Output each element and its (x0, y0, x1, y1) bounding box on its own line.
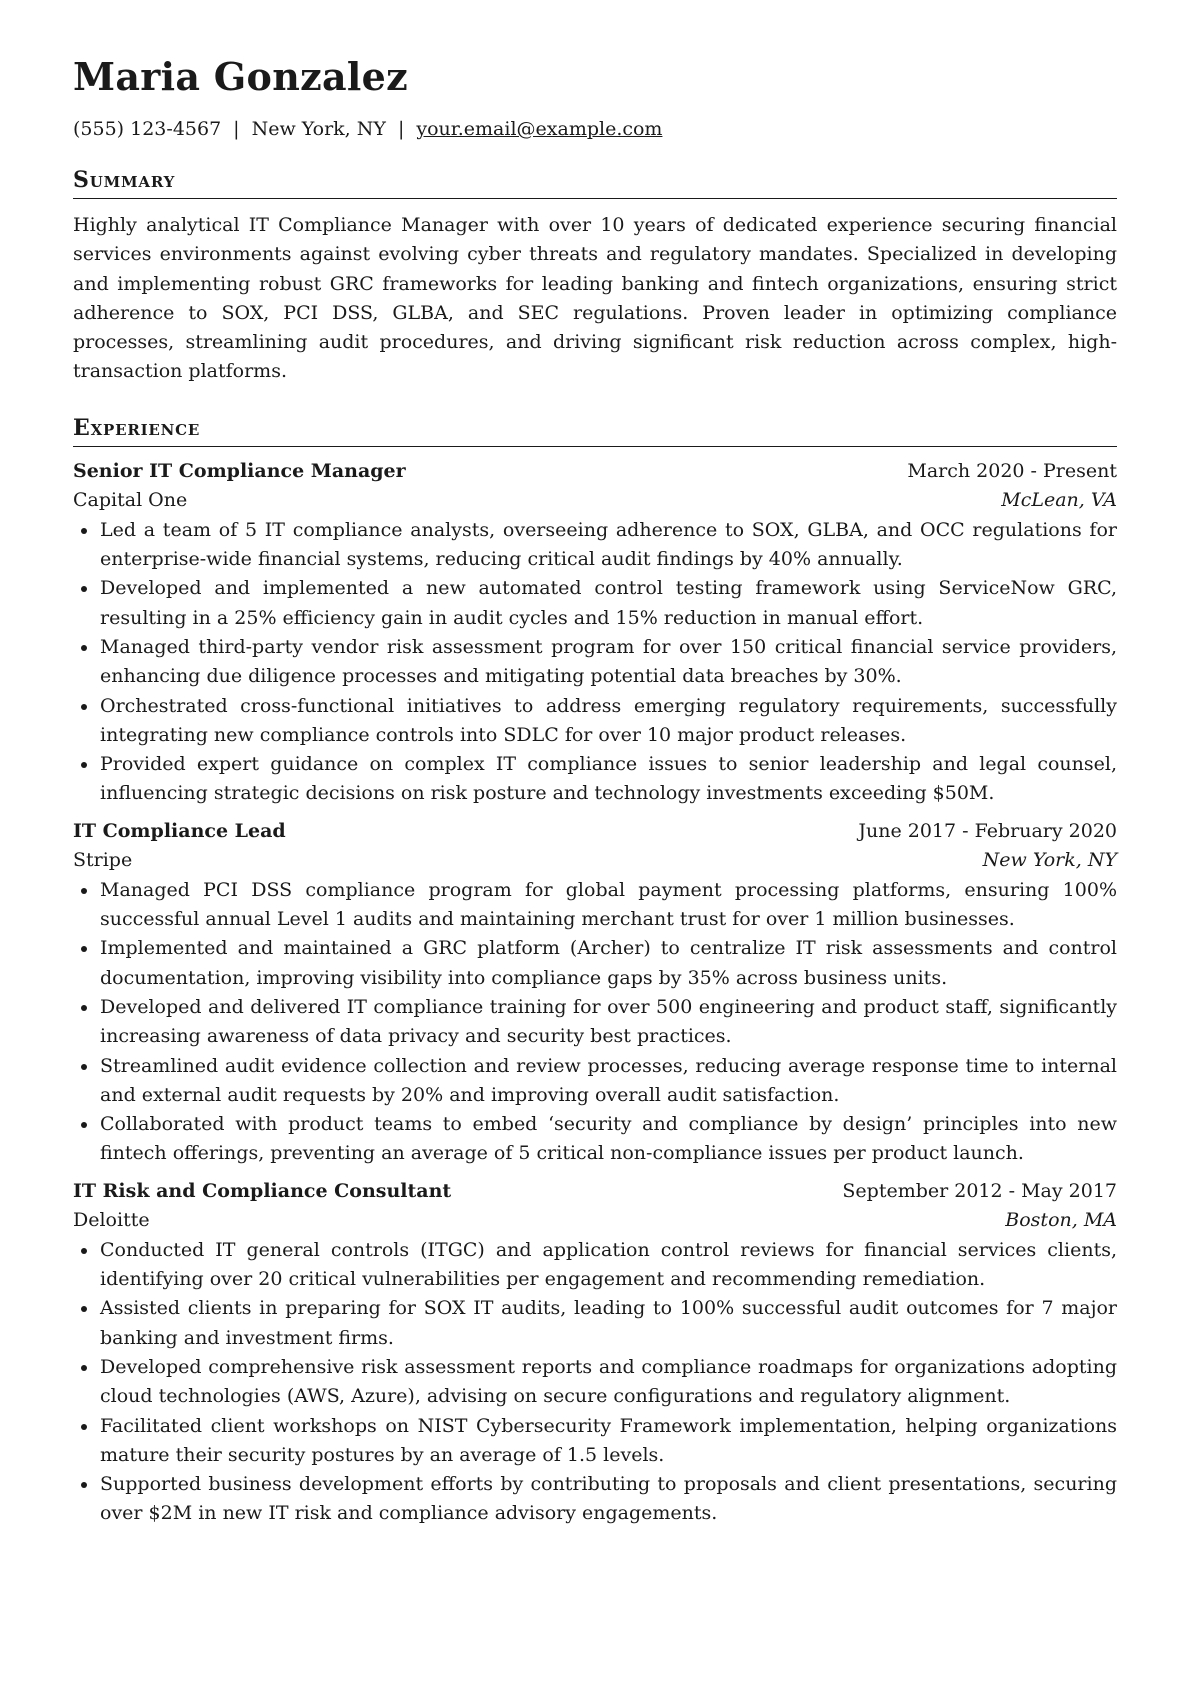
bullet-icon (81, 528, 87, 534)
location-text: New York, NY (251, 118, 386, 140)
list-item (73, 1294, 1117, 1353)
job-entry (73, 817, 1117, 1169)
bullet-text: Streamlined audit evidence collection and review processes, reducing average response time to internal and external audit requests by 20% and improving overall audit satisfaction. (100, 1054, 1117, 1106)
bullet-text: Collaborated with product teams to embed ‘security and compliance by design’ principles into new fintech offerings, preventing an average of 5 critical non-compliance issues per product launch. (100, 1113, 1117, 1165)
job-title: Senior IT Compliance Manager (73, 459, 406, 482)
experience-list (73, 457, 1117, 1529)
section-heading-experience: Experience (73, 417, 1117, 447)
bullet-icon (81, 1306, 87, 1312)
company-name: Capital One (73, 489, 188, 512)
bullet-icon (81, 1122, 87, 1128)
job-company-row (73, 1206, 1117, 1236)
list-item (73, 1353, 1117, 1412)
bullet-text: Provided expert guidance on complex IT compliance issues to senior leadership and legal counsel, influencing strategic decisions on risk posture and technology investments exceeding $50M. (100, 753, 1117, 805)
list-item (73, 1052, 1117, 1111)
email-link[interactable]: your.email@example.com (416, 118, 663, 140)
bullet-icon (81, 1424, 87, 1430)
job-location: Boston, MA (1005, 1209, 1117, 1232)
contact-line (73, 120, 1117, 139)
bullet-text: Assisted clients in preparing for SOX IT audits, leading to 100% successful audit outcomes for 7 major banking and investment firms. (100, 1297, 1117, 1349)
bullet-text: Managed PCI DSS compliance program for global payment processing platforms, ensuring 100% successful annual Level 1 audits and maintaining merchant trust for over 1 million businesses. (100, 878, 1117, 931)
bullet-icon (81, 762, 87, 768)
bullet-icon (81, 704, 87, 710)
bullet-icon (81, 1064, 87, 1070)
job-company-row (73, 486, 1117, 516)
company-name: Deloitte (73, 1209, 150, 1232)
list-item (73, 574, 1117, 633)
bullet-icon (81, 946, 87, 952)
job-entry (73, 1177, 1117, 1529)
bullet-text: Facilitated client workshops on NIST Cybersecurity Framework implementation, helping organizations mature their security postures by an average of 1.5 levels. (100, 1414, 1117, 1466)
list-item (73, 750, 1117, 809)
job-bullet-list (73, 1236, 1117, 1529)
bullet-text: Developed and implemented a new automated control testing framework using ServiceNow GRC, resulting in a 25% efficiency gain in audit cycles and 15% reduction in manual effort. (100, 577, 1117, 629)
list-item (73, 516, 1117, 575)
bullet-text: Implemented and maintained a GRC platform (Archer) to centralize IT risk assessments and control documentation, improving visibility into compliance gaps by 35% across business units. (100, 937, 1117, 989)
list-item (73, 1236, 1117, 1295)
list-item (73, 633, 1117, 692)
list-item (73, 1470, 1117, 1529)
job-title: IT Risk and Compliance Consultant (73, 1179, 452, 1202)
job-bullet-list (73, 876, 1117, 1169)
list-item (73, 934, 1117, 993)
job-title: IT Compliance Lead (73, 819, 286, 842)
company-name: Stripe (73, 849, 133, 872)
job-dates: June 2017 - February 2020 (858, 819, 1117, 842)
list-item (73, 993, 1117, 1052)
list-item (73, 692, 1117, 751)
bullet-text: Conducted IT general controls (ITGC) and application control reviews for financial services clients, identifying over 20 critical vulnerabilities per engagement and recommending remediation. (100, 1238, 1117, 1291)
bullet-icon (81, 1005, 87, 1011)
bullet-icon (81, 1482, 87, 1488)
job-location: New York, NY (982, 849, 1117, 872)
bullet-icon (81, 586, 87, 592)
job-location: McLean, VA (1001, 489, 1117, 512)
list-item (73, 1110, 1117, 1169)
job-dates: March 2020 - Present (907, 459, 1117, 482)
bullet-text: Managed third-party vendor risk assessment program for over 150 critical financial service providers, enhancing due diligence processes and mitigating potential data breaches by 30%. (100, 635, 1117, 688)
job-company-row (73, 846, 1117, 876)
bullet-text: Developed comprehensive risk assessment reports and compliance roadmaps for organizations adopting cloud technologies (AWS, Azure), advising on secure configurations and regulatory alignment. (100, 1355, 1117, 1408)
bullet-text: Developed and delivered IT compliance training for over 500 engineering and product staff, significantly increasing awareness of data privacy and security best practices. (100, 995, 1117, 1048)
bullet-icon (81, 645, 87, 651)
job-header-row (73, 817, 1117, 847)
bullet-icon (81, 1365, 87, 1371)
contact-separator: | (397, 118, 405, 140)
list-item (73, 1412, 1117, 1471)
bullet-text: Orchestrated cross-functional initiatives to address emerging regulatory requirements, successfully integrating new compliance controls into SDLC for over 10 major product releases. (100, 694, 1117, 746)
job-bullet-list (73, 516, 1117, 809)
bullet-text: Led a team of 5 IT compliance analysts, overseeing adherence to SOX, GLBA, and OCC regulations for enterprise-wide financial systems, reducing critical audit findings by 40% annually. (100, 518, 1117, 571)
summary-paragraph: Highly analytical IT Compliance Manager with over 10 years of dedicated experience securing financial services environments against evolving cyber threats and regulatory mandates. Specialized in developing and implementing robust GRC frameworks for leading banking and fintech organizations, ensuring strict adherence to SOX, PCI DSS, GLBA, and SEC regulations. Proven leader in optimizing compliance processes, streamlining audit procedures, and driving significant risk reduction across complex, high-transaction platforms. (73, 214, 1117, 383)
bullet-icon (81, 888, 87, 894)
section-heading-summary: Summary (73, 169, 1117, 199)
bullet-icon (81, 1248, 87, 1254)
job-entry (73, 457, 1117, 809)
job-header-row (73, 457, 1117, 487)
bullet-text: Supported business development efforts by contributing to proposals and client presentations, securing over $2M in new IT risk and compliance advisory engagements. (100, 1473, 1117, 1525)
phone-number: (555) 123-4567 (73, 118, 222, 140)
list-item (73, 876, 1117, 935)
job-dates: September 2012 - May 2017 (842, 1179, 1117, 1202)
contact-separator: | (233, 118, 240, 140)
job-header-row (73, 1177, 1117, 1207)
candidate-name: Maria Gonzalez (73, 54, 409, 99)
